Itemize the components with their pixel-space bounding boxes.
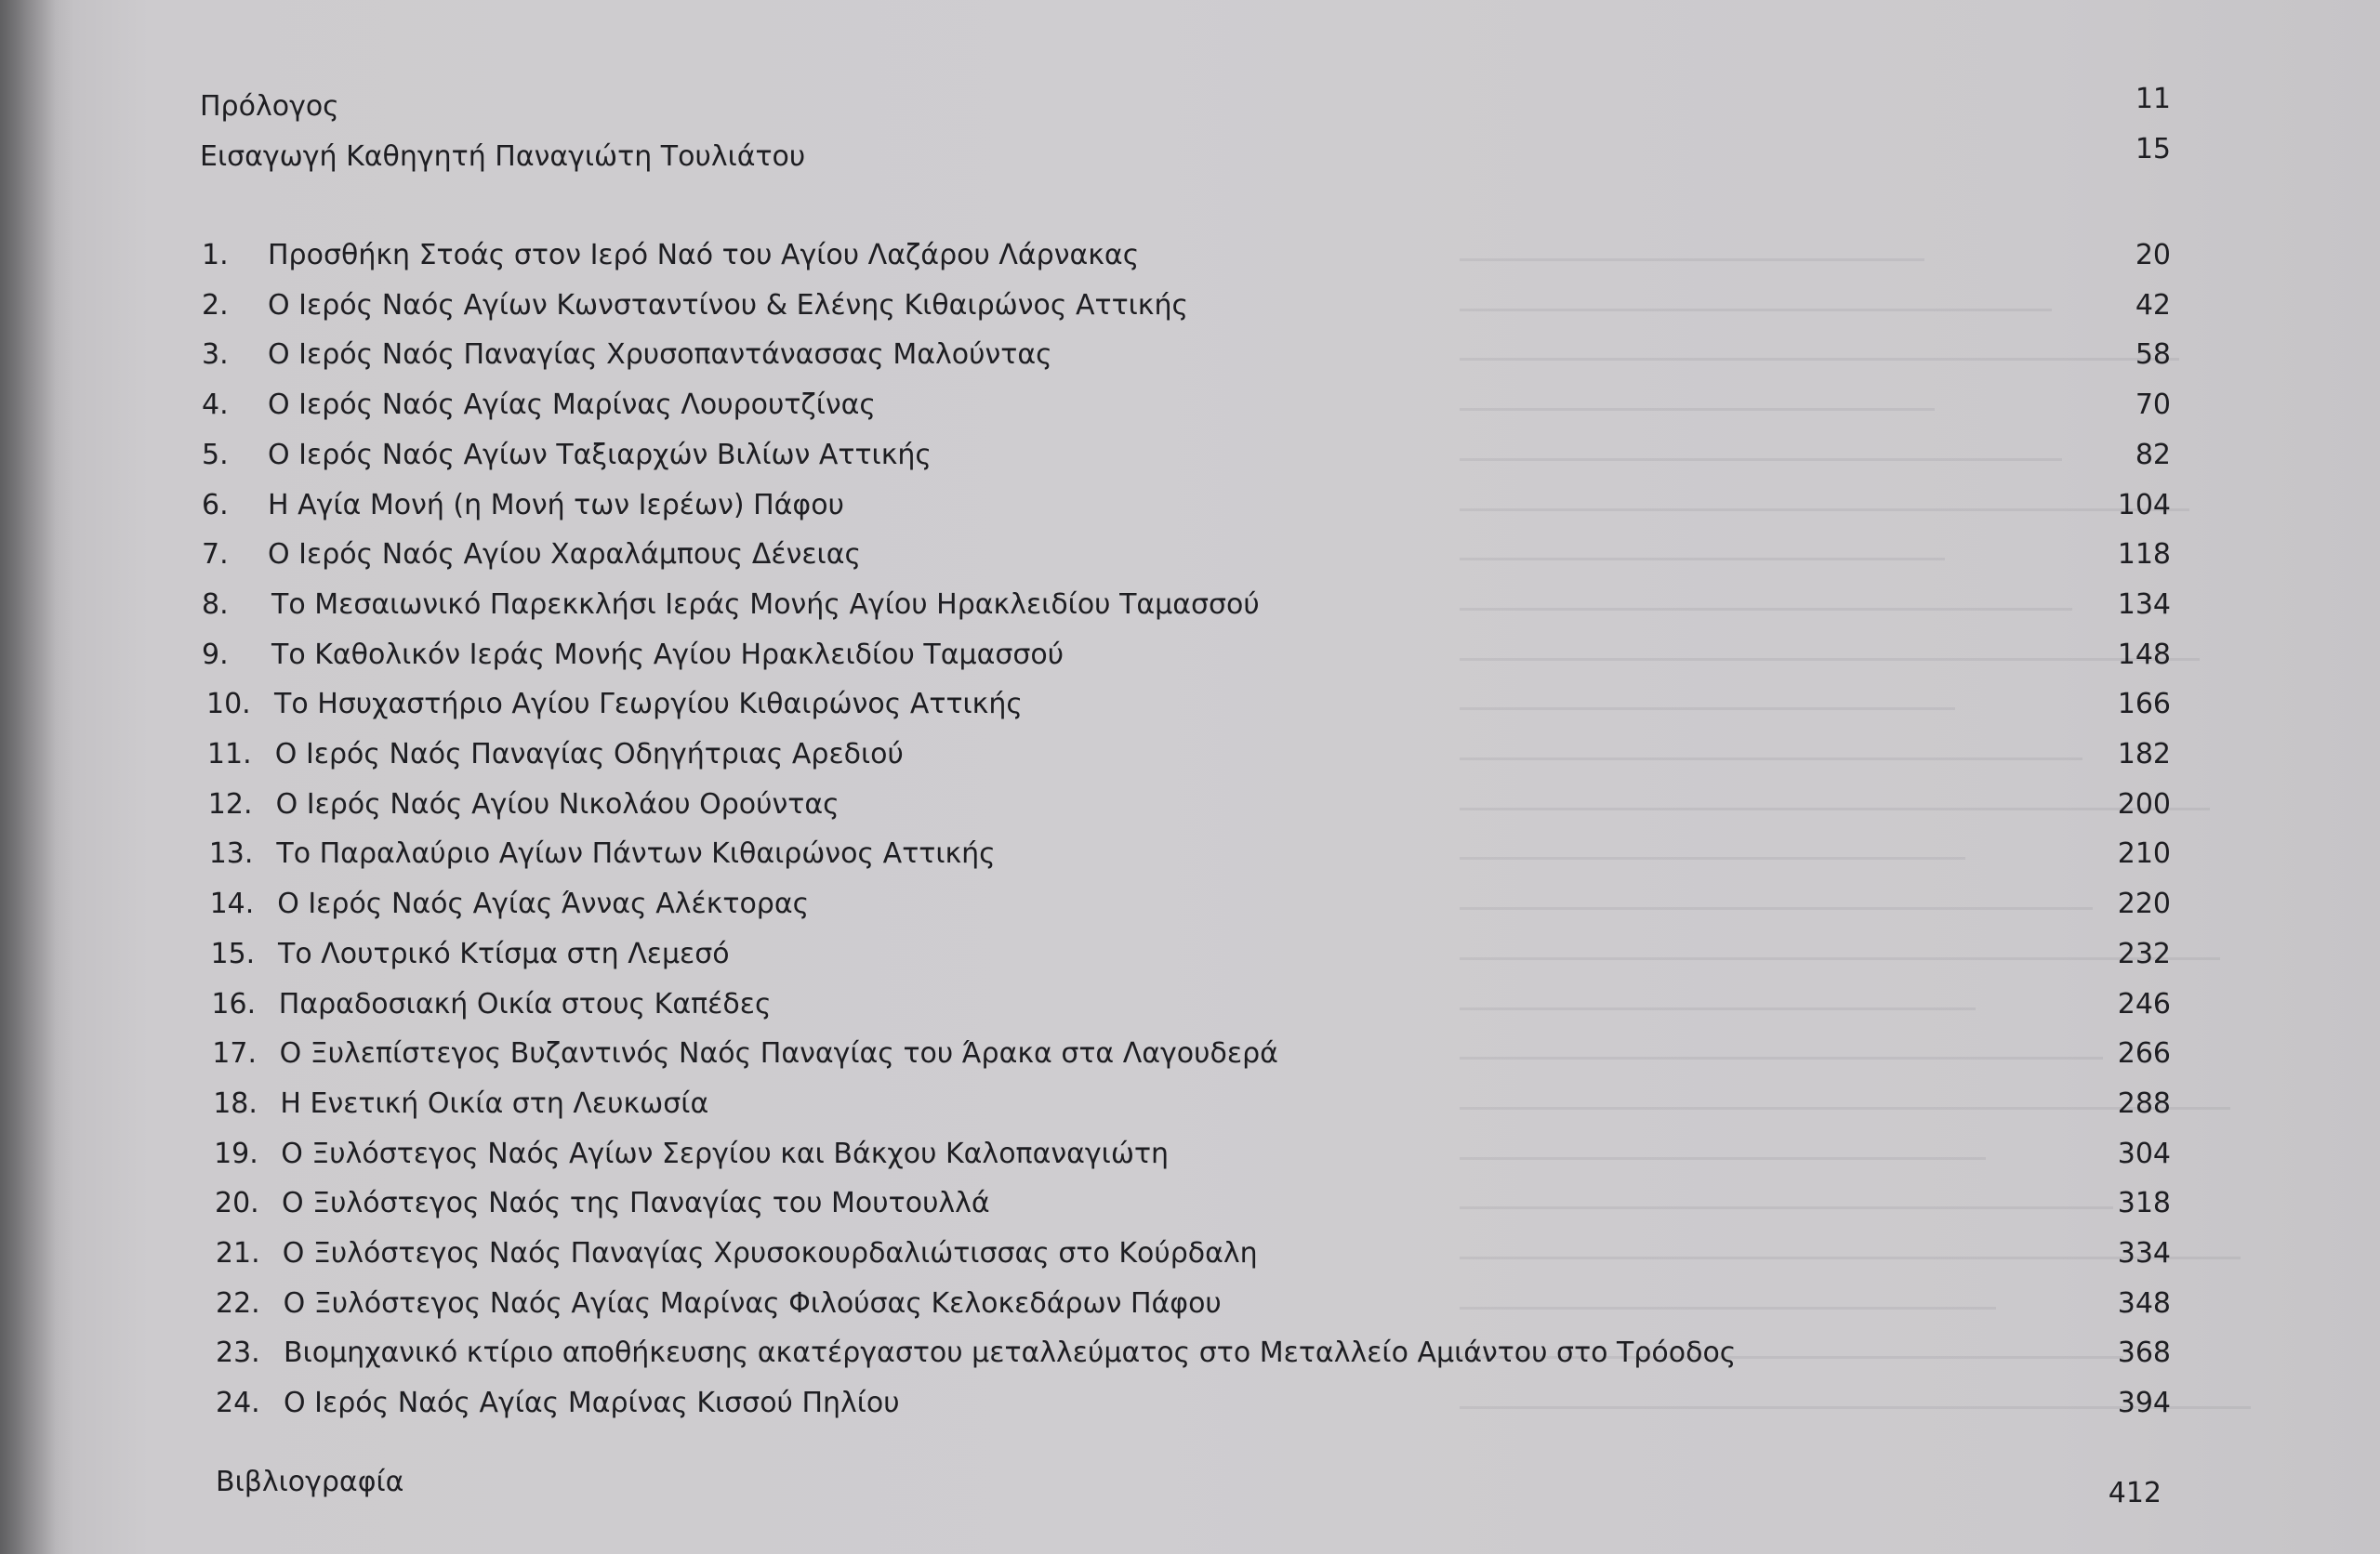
toc-chapter-entry <box>0 879 2380 929</box>
chapter-number: 14. <box>209 888 255 920</box>
chapter-number: 20. <box>215 1187 259 1219</box>
entry-page-number: 15 <box>2135 133 2171 165</box>
chapter-title: Το Ησυχαστήριο Αγίου Γεωργίου Κιθαιρώνος Αττικής <box>274 688 1023 720</box>
chapter-number: 12. <box>207 788 253 821</box>
chapter-number: 19. <box>214 1138 258 1170</box>
toc-back-entry <box>0 1457 2380 1508</box>
entry-title: Εισαγωγή Καθηγητή Παναγιώτη Τουλιάτου <box>200 140 806 173</box>
chapter-number: 10. <box>206 688 251 720</box>
chapter-number: 17. <box>212 1037 258 1070</box>
chapter-page-number: 318 <box>2117 1187 2171 1219</box>
toc-chapter-entry <box>0 780 2380 830</box>
chapter-page-number: 348 <box>2117 1287 2171 1320</box>
toc-chapter-entry <box>0 1079 2380 1129</box>
chapter-title: Το Καθολικόν Ιεράς Μονής Αγίου Ηρακλειδίου Ταμασσού <box>271 639 1064 671</box>
chapter-page-number: 166 <box>2117 688 2171 720</box>
chapter-page-number: 266 <box>2117 1037 2171 1070</box>
chapter-page-number: 334 <box>2117 1237 2171 1270</box>
chapter-title: Ο Ιερός Ναός Αγίων Ταξιαρχών Βιλίων Αττικής <box>268 439 932 471</box>
chapter-number: 3. <box>202 338 229 371</box>
toc-chapter-entry <box>0 380 2380 430</box>
toc-chapter-entry <box>0 281 2380 331</box>
chapter-title: Η Ενετική Οικία στη Λευκωσία <box>280 1087 709 1120</box>
chapter-number: 15. <box>210 938 256 970</box>
toc-chapter-entry <box>0 679 2380 730</box>
chapter-page-number: 288 <box>2117 1087 2171 1120</box>
chapter-number: 5. <box>202 439 229 471</box>
chapter-page-number: 182 <box>2117 738 2171 770</box>
chapter-page-number: 220 <box>2117 888 2171 920</box>
chapter-number: 9. <box>202 639 229 671</box>
chapter-page-number: 104 <box>2117 489 2171 521</box>
chapter-title: Το Λουτρικό Κτίσμα στη Λεμεσό <box>278 938 730 970</box>
chapter-page-number: 118 <box>2117 538 2171 571</box>
chapter-number: 7. <box>202 538 229 571</box>
chapter-title: Ο Ιερός Ναός Αγίας Μαρίνας Κισσού Πηλίου <box>284 1387 900 1419</box>
toc-front-entry <box>0 82 2380 132</box>
toc-chapter-entry <box>0 1279 2380 1329</box>
chapter-title: Βιομηχανικό κτίριο αποθήκευσης ακατέργαστου μεταλλεύματος στο Μεταλλείο Αμιάντου στο Τρόοδος <box>284 1337 1737 1369</box>
chapter-title: Ο Ξυλεπίστεγος Βυζαντινός Ναός Παναγίας του Άρακα στα Λαγουδερά <box>279 1037 1278 1070</box>
chapter-page-number: 368 <box>2117 1337 2171 1369</box>
toc-chapter-entry <box>0 630 2380 680</box>
chapter-number: 16. <box>211 988 257 1021</box>
chapter-number: 11. <box>206 738 252 770</box>
chapter-page-number: 20 <box>2135 239 2171 271</box>
chapter-title: Παραδοσιακή Οικία στους Καπέδες <box>278 988 772 1021</box>
chapter-page-number: 58 <box>2135 338 2171 371</box>
chapter-title: Προσθήκη Στοάς στον Ιερό Ναό του Αγίου Λαζάρου Λάρνακας <box>268 239 1140 271</box>
chapter-number: 18. <box>213 1087 258 1120</box>
toc-chapter-entry <box>0 829 2380 879</box>
toc-chapter-entry <box>0 1378 2380 1429</box>
chapter-title: Ο Ξυλόστεγος Ναός Παναγίας Χρυσοκουρδαλιώτισσας στο Κούρδαλη <box>282 1237 1258 1270</box>
entry-page-number: 11 <box>2135 83 2171 115</box>
chapter-title: Η Αγία Μονή (η Μονή των Ιερέων) Πάφου <box>268 489 844 521</box>
toc-chapter-entry <box>0 1029 2380 1079</box>
chapter-title: Ο Ιερός Ναός Αγίας Μαρίνας Λουρουτζίνας <box>268 388 877 421</box>
chapter-number: 24. <box>216 1387 260 1419</box>
chapter-page-number: 394 <box>2117 1387 2171 1419</box>
toc-chapter-entry <box>0 230 2380 281</box>
chapter-title: Ο Ιερός Ναός Αγίων Κωνσταντίνου & Ελένης Κιθαιρώνος Αττικής <box>268 289 1189 322</box>
toc-chapter-entry <box>0 1229 2380 1279</box>
chapter-title: Το Παραλαύριο Αγίων Πάντων Κιθαιρώνος Αττικής <box>276 837 996 870</box>
chapter-title: Ο Ξυλόστεγος Ναός της Παναγίας του Μουτουλλά <box>282 1187 990 1219</box>
chapter-number: 8. <box>202 588 229 621</box>
chapter-number: 23. <box>216 1337 260 1369</box>
chapter-number: 22. <box>216 1287 260 1320</box>
toc-chapter-entry <box>0 730 2380 780</box>
chapter-page-number: 82 <box>2135 439 2171 471</box>
chapter-title: Ο Ξυλόστεγος Ναός Αγίας Μαρίνας Φιλούσας Κελοκεδάρων Πάφου <box>283 1287 1222 1320</box>
chapter-page-number: 232 <box>2117 938 2171 970</box>
chapter-page-number: 304 <box>2117 1138 2171 1170</box>
toc-chapter-entry <box>0 929 2380 980</box>
toc-chapter-entry <box>0 1328 2380 1378</box>
entry-page-number: 412 <box>2108 1477 2162 1509</box>
toc-chapter-entry <box>0 980 2380 1030</box>
chapter-number: 13. <box>208 837 254 870</box>
toc-chapter-entry <box>0 481 2380 531</box>
chapter-number: 6. <box>202 489 229 521</box>
toc-chapter-entry <box>0 530 2380 580</box>
chapter-page-number: 148 <box>2117 639 2171 671</box>
toc-chapter-entry <box>0 1129 2380 1179</box>
chapter-page-number: 70 <box>2135 388 2171 421</box>
chapter-title: Ο Ιερός Ναός Αγίας Άννας Αλέκτορας <box>277 888 810 920</box>
entry-title: Πρόλογος <box>200 90 339 123</box>
chapter-page-number: 200 <box>2117 788 2171 821</box>
chapter-number: 1. <box>202 239 229 271</box>
chapter-title: Ο Ιερός Ναός Αγίου Νικολάου Ορούντας <box>275 788 840 821</box>
toc-chapter-entry <box>0 430 2380 481</box>
toc-front-entry <box>0 132 2380 182</box>
chapter-page-number: 246 <box>2117 988 2171 1021</box>
chapter-title: Το Μεσαιωνικό Παρεκκλήσι Ιεράς Μονής Αγίου Ηρακλειδίου Ταμασσού <box>271 588 1260 621</box>
toc-chapter-entry <box>0 330 2380 380</box>
toc-chapter-entry <box>0 580 2380 630</box>
chapter-page-number: 42 <box>2135 289 2171 322</box>
chapter-number: 2. <box>202 289 229 322</box>
toc-chapter-entry <box>0 1179 2380 1229</box>
chapter-title: Ο Ιερός Ναός Αγίου Χαραλάμπους Δένειας <box>268 538 862 571</box>
chapter-title: Ο Ιερός Ναός Παναγίας Χρυσοπαντάνασσας Μαλούντας <box>268 338 1052 371</box>
chapter-number: 4. <box>202 388 229 421</box>
chapter-title: Ο Ιερός Ναός Παναγίας Οδηγήτριας Αρεδιού <box>274 738 904 770</box>
chapter-page-number: 134 <box>2117 588 2171 621</box>
chapter-page-number: 210 <box>2117 837 2171 870</box>
chapter-number: 21. <box>215 1237 260 1270</box>
chapter-title: Ο Ξυλόστεγος Ναός Αγίων Σεργίου και Βάκχου Καλοπαναγιώτη <box>281 1138 1170 1170</box>
entry-title: Βιβλιογραφία <box>216 1466 404 1498</box>
